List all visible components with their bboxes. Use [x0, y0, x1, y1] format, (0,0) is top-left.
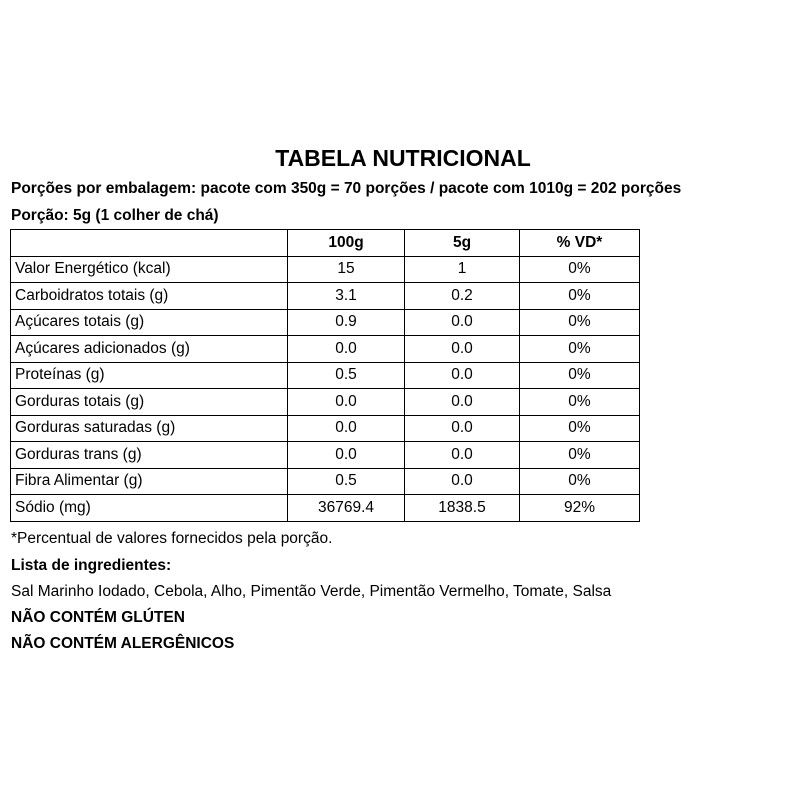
table-row — [11, 283, 640, 310]
table-header-row — [11, 230, 640, 257]
nutrient-label: Fibra Alimentar (g) — [11, 468, 288, 495]
value-100g: 15 — [288, 256, 405, 283]
value-vd: 92% — [520, 495, 640, 522]
value-vd: 0% — [520, 442, 640, 469]
ingredients-list: Sal Marinho Iodado, Cebola, Alho, Pimentão Verde, Pimentão Vermelho, Tomate, Salsa — [11, 583, 612, 600]
nutrient-label: Gorduras saturadas (g) — [11, 415, 288, 442]
value-5g: 0.0 — [405, 468, 520, 495]
nutrient-label: Proteínas (g) — [11, 362, 288, 389]
allergens-notice: NÃO CONTÉM ALERGÊNICOS — [11, 635, 235, 652]
value-100g: 3.1 — [288, 283, 405, 310]
page-title: TABELA NUTRICIONAL — [275, 145, 531, 171]
ingredients-title: Lista de ingredientes: — [11, 557, 172, 574]
table-row — [11, 389, 640, 416]
value-100g: 0.0 — [288, 442, 405, 469]
nutrient-label: Sódio (mg) — [11, 495, 288, 522]
nutrient-label: Açúcares totais (g) — [11, 309, 288, 336]
value-5g: 1838.5 — [405, 495, 520, 522]
value-100g: 0.9 — [288, 309, 405, 336]
value-5g: 0.0 — [405, 442, 520, 469]
value-100g: 0.5 — [288, 468, 405, 495]
footnote: *Percentual de valores fornecidos pela porção. — [11, 530, 333, 547]
value-5g: 0.0 — [405, 336, 520, 363]
table-row — [11, 415, 640, 442]
table-row — [11, 468, 640, 495]
nutrient-label: Carboidratos totais (g) — [11, 283, 288, 310]
header-cell-blank — [11, 230, 288, 257]
header-cell-vd: % VD* — [520, 230, 640, 257]
value-vd: 0% — [520, 468, 640, 495]
value-5g: 0.2 — [405, 283, 520, 310]
table-row — [11, 362, 640, 389]
value-5g: 1 — [405, 256, 520, 283]
value-100g: 0.0 — [288, 389, 405, 416]
servings-per-package: Porções por embalagem: pacote com 350g = 70 porções / pacote com 1010g = 202 porções — [11, 180, 682, 197]
value-100g: 0.5 — [288, 362, 405, 389]
nutrient-label: Açúcares adicionados (g) — [11, 336, 288, 363]
value-vd: 0% — [520, 336, 640, 363]
nutrient-label: Valor Energético (kcal) — [11, 256, 288, 283]
value-100g: 0.0 — [288, 415, 405, 442]
table-row — [11, 336, 640, 363]
nutrient-label: Gorduras totais (g) — [11, 389, 288, 416]
table-row — [11, 256, 640, 283]
gluten-notice: NÃO CONTÉM GLÚTEN — [11, 609, 185, 626]
portion-size: Porção: 5g (1 colher de chá) — [11, 207, 219, 224]
header-cell-5g: 5g — [405, 230, 520, 257]
value-5g: 0.0 — [405, 309, 520, 336]
value-vd: 0% — [520, 415, 640, 442]
value-5g: 0.0 — [405, 415, 520, 442]
table-row — [11, 309, 640, 336]
value-vd: 0% — [520, 362, 640, 389]
nutrient-label: Gorduras trans (g) — [11, 442, 288, 469]
value-vd: 0% — [520, 283, 640, 310]
value-vd: 0% — [520, 256, 640, 283]
value-vd: 0% — [520, 309, 640, 336]
value-vd: 0% — [520, 389, 640, 416]
value-5g: 0.0 — [405, 389, 520, 416]
value-100g: 36769.4 — [288, 495, 405, 522]
header-cell-100g: 100g — [288, 230, 405, 257]
table-row — [11, 495, 640, 522]
table-row — [11, 442, 640, 469]
value-5g: 0.0 — [405, 362, 520, 389]
value-100g: 0.0 — [288, 336, 405, 363]
nutrition-table — [10, 229, 640, 522]
